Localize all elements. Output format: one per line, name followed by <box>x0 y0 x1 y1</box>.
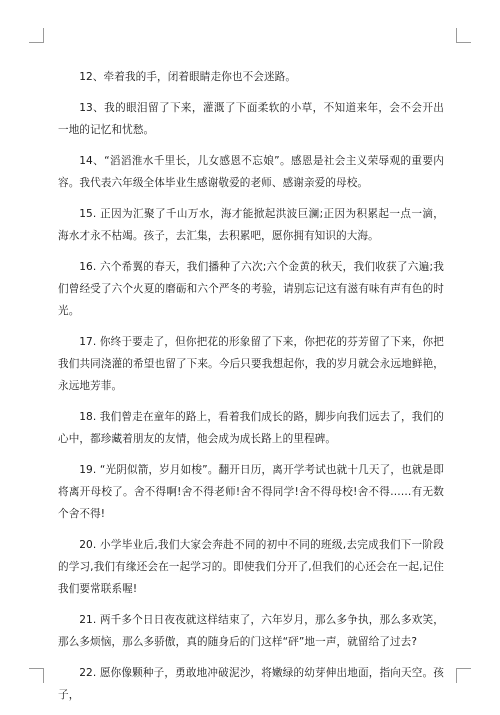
paragraph-21: 21. 两千多个日日夜夜就这样结束了，六年岁月，那么多争执，那么多欢笑，那么多烦恼，那么多骄傲，真的随身后的门这样“砰”地一声，就留给了过去? <box>58 614 444 648</box>
paragraph-19: 19. “光阴似箭，岁月如梭”。翻开日历，离开学考试也就十几天了，也就是即将离开母校了。舍不得啊!舍不得老师!舍不得同学!舍不得母校!舍不得……有无数个舍不得! <box>58 464 444 520</box>
paragraph-13: 13、我的眼泪留了下来，灌溉了下面柔软的小草，不知道来年，会不会开出一地的记忆和忧愁。 <box>58 102 444 136</box>
paragraph-18: 18. 我们曾走在童年的路上，看着我们成长的路，脚步向我们远去了，我们的心中，都珍藏着朋友的友情，他会成为成长路上的里程碑。 <box>58 411 444 445</box>
paragraph-15: 15. 正因为汇聚了千山万水，海才能掀起洪波巨澜;正因为积累起一点一滴，海水才永不枯竭。孩子，去汇集，去积累吧，愿你拥有知识的大海。 <box>58 208 444 242</box>
paragraph-12: 12、牵着我的手，闭着眼睛走你也不会迷路。 <box>79 71 297 83</box>
paragraph-14: 14、“滔滔淮水千里长，儿女感恩不忘娘”。感恩是社会主义荣辱观的重要内容。我代表六年级全体毕业生感谢敬爱的老师、感谢亲爱的母校。 <box>58 155 444 189</box>
crop-mark-bottom-left <box>29 668 44 683</box>
paragraph-16: 16. 六个希翼的春天，我们播种了六次;六个金黄的秋天，我们收获了六遍;我们曾经受了六个火夏的磨砺和六个严冬的考验，请别忘记这有滋有味有声有色的时光。 <box>58 261 444 317</box>
crop-mark-bottom-right <box>456 668 471 683</box>
paragraph-20: 20. 小学毕业后,我们大家会奔赴不同的初中不同的班级,去完成我们下一阶段的学习,我们有缘还会在一起学习的。即使我们分开了,但我们的心还会在一起,记住我们要常联系喔! <box>58 539 444 595</box>
paragraph-17: 17. 你终于要走了，但你把花的形象留了下来，你把花的芬芳留了下来，你把我们共同浇灌的希望也留了下来。今后只要我想起你，我的岁月就会永远地鲜艳，永远地芳菲。 <box>58 336 444 392</box>
crop-mark-top-right <box>456 28 471 43</box>
document-body <box>58 66 444 715</box>
crop-mark-top-left <box>29 28 44 43</box>
paragraph-22: 22. 愿你像颗种子，勇敢地冲破泥沙，将嫩绿的幼芽伸出地面，指向天空。孩子， <box>58 667 444 701</box>
